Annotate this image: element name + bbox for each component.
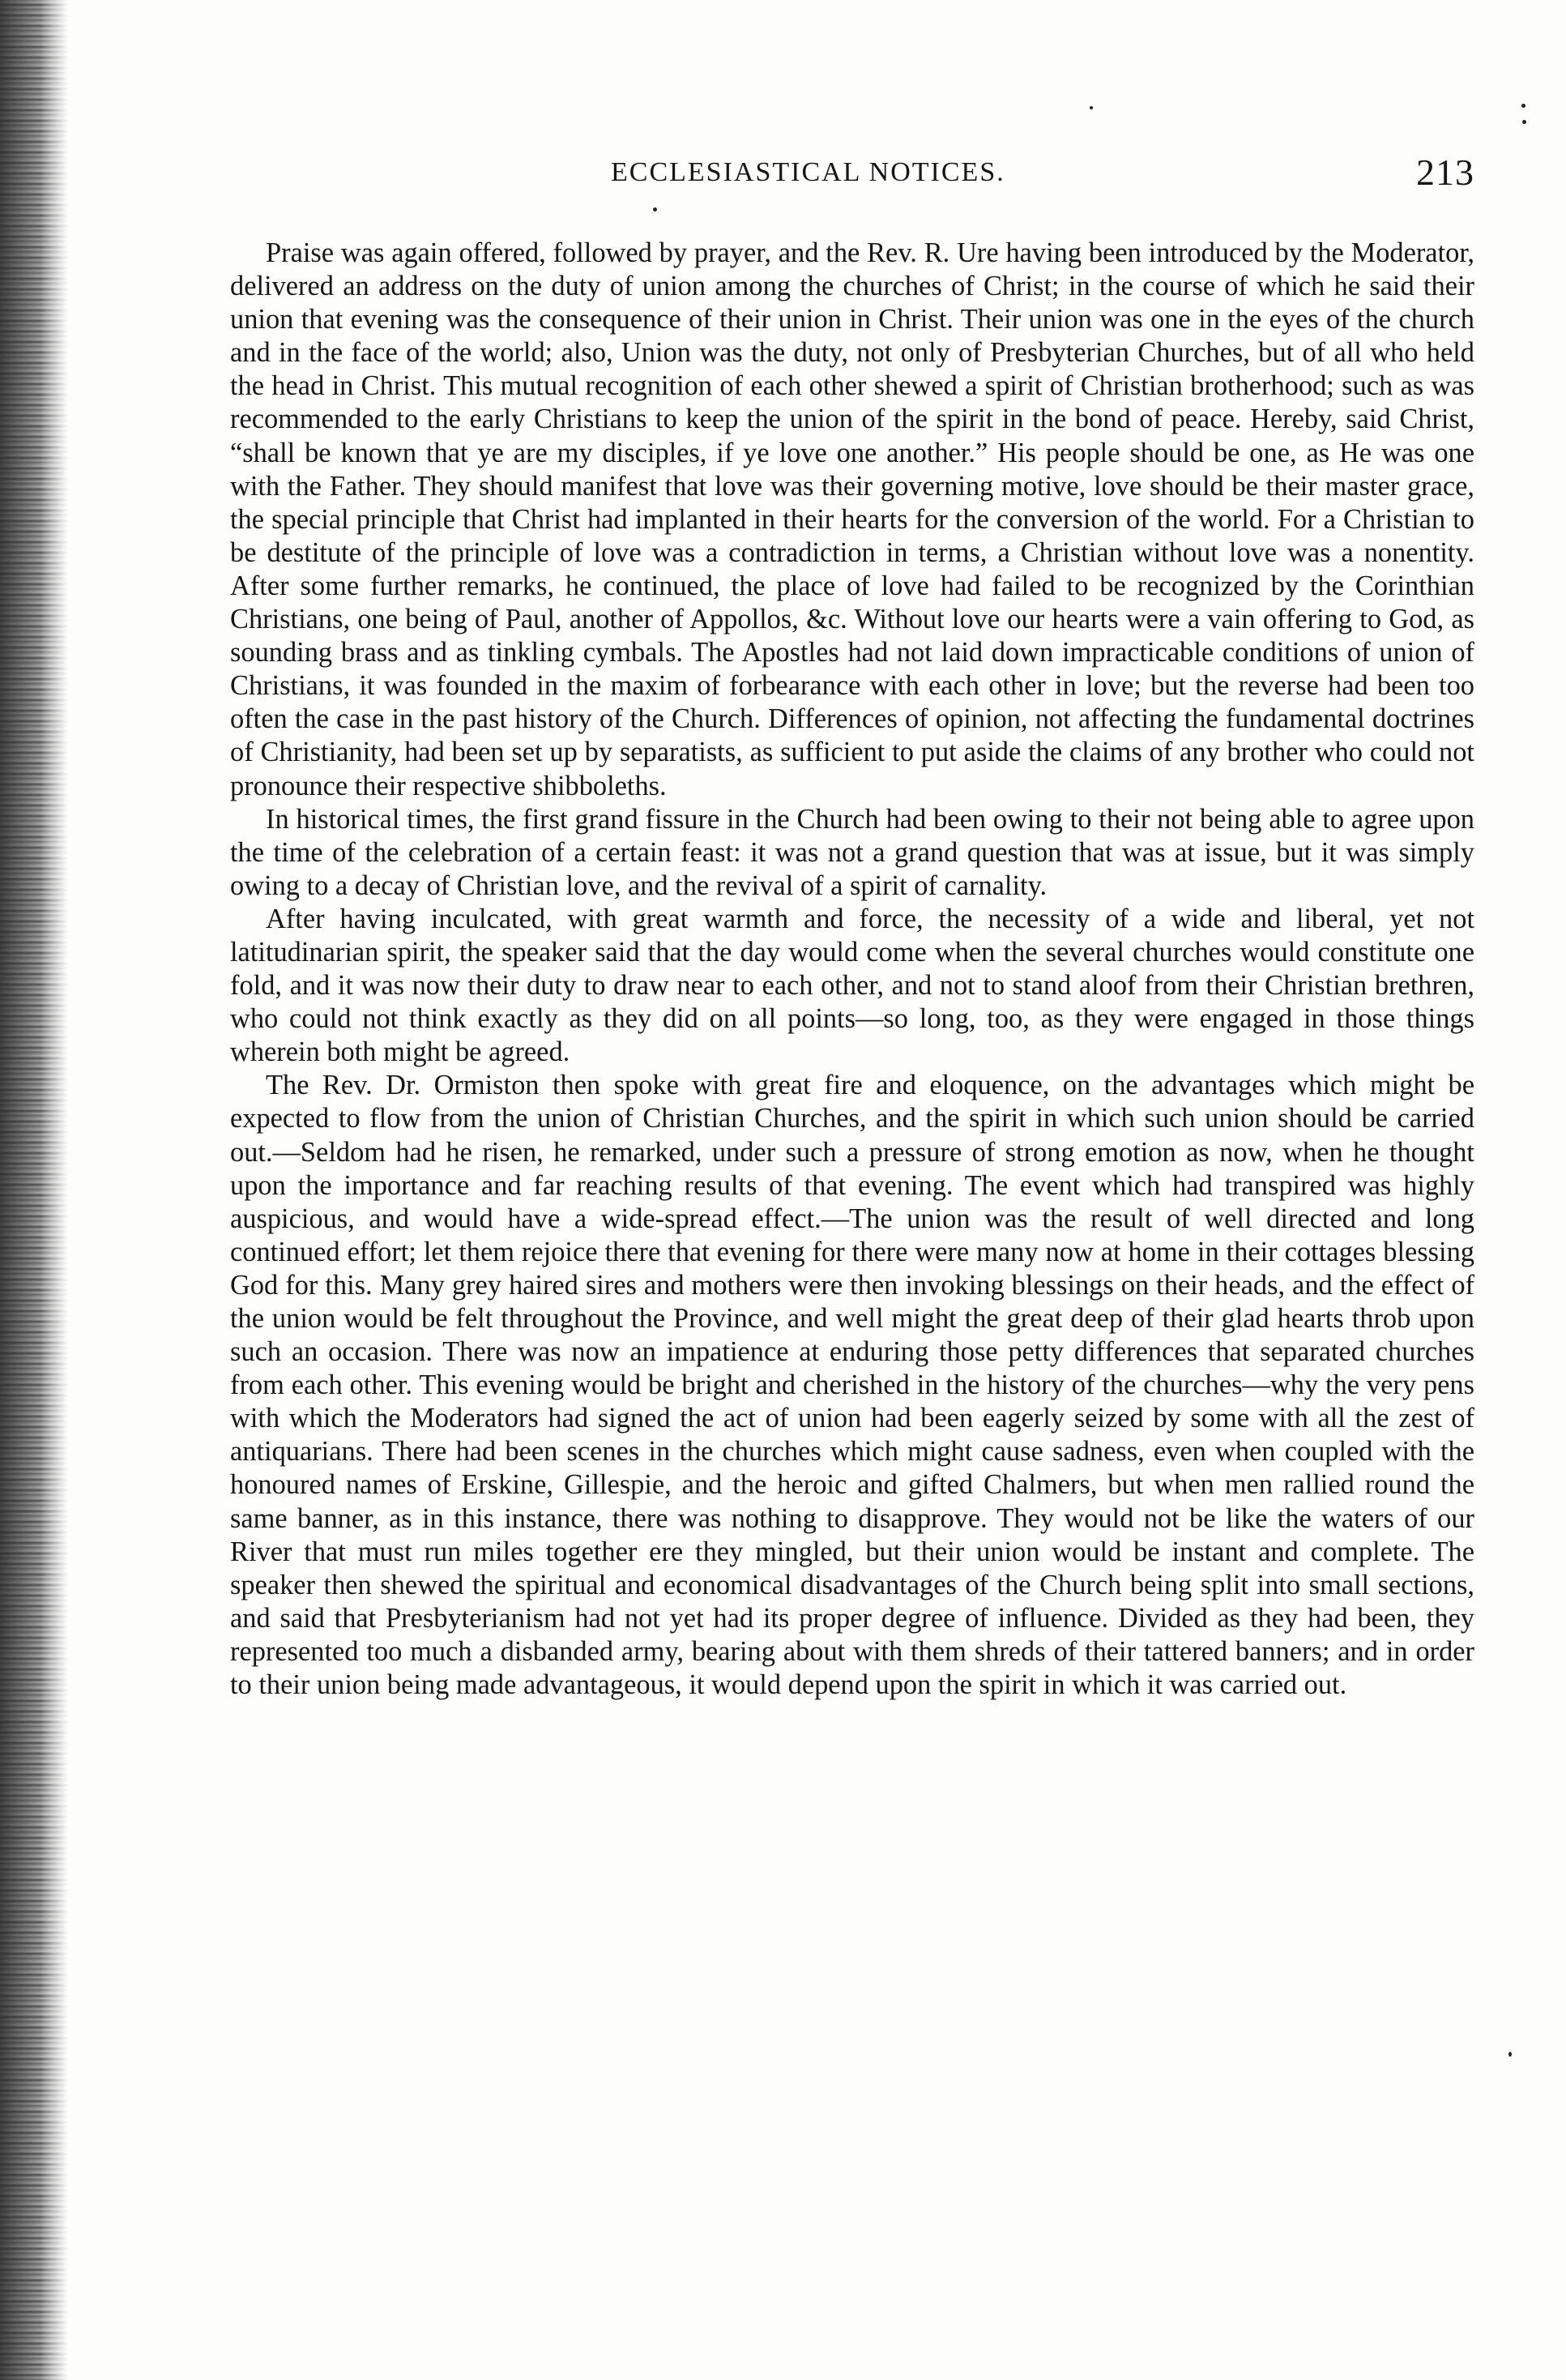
binding-edge bbox=[0, 0, 68, 2380]
paragraph: In historical times, the first grand fissure in the Church had been owing to their not being able to agree upon the time of the celebration of a certain feast: it was not a grand question that was at issue, but it was simply owing to a decay of Christian love, and the revival of a spirit of carnality. bbox=[230, 803, 1474, 901]
paragraph: After having inculcated, with great warmth and force, the necessity of a wide and liberal, yet not latitudinarian spirit, the speaker said that the day would come when the several churches would constitute one fold, and it was now their duty to draw near to each other, and not to stand aloof from their Christian brethren, who could not think exactly as they did on all points—so long, too, as they were engaged in those things wherein both might be agreed. bbox=[230, 903, 1474, 1068]
paragraph: The Rev. Dr. Ormiston then spoke with great fire and eloquence, on the advantages which might be expected to flow from the union of Christian Churches, and the spirit in which such union should be carried out.—Seldom had he risen, he remarked, under such a pressure of strong emotion as now, when he thought upon the importance and far reaching results of that evening. The event which had transpired was highly auspicious, and would have a wide-spread effect.—The union was the result of well directed and long continued effort; let them rejoice there that evening for there were many now at home in their cottages blessing God for this. Many grey haired sires and mothers were then invoking blessings on their heads, and the effect of the union would be felt throughout the Province, and well might the great deep of their glad hearts throb upon such an occasion. There was now an impatience at enduring those petty differences that separated churches from each other. This evening would be bright and cherished in the history of the churches—why the very pens with which the Moderators had signed the act of union had been eagerly seized by some with all the zest of antiquarians. There had been scenes in the churches which might cause sadness, even when coupled with the honoured names of Erskine, Gillespie, and the heroic and gifted Chalmers, but when men rallied round the same banner, as in this instance, there was nothing to disapprove. They would not be like the waters of our River that must run miles together ere they mingled, but their union would be instant and complete. The speaker then shewed the spiritual and economical disadvantages of the Church being split into small sections, and said that Presbyterianism had not yet had its proper degree of influence. Divided as they had been, they represented too much a disbanded army, bearing about with them shreds of their tattered banners; and in order to their union being made advantageous, it would depend upon the spirit in which it was carried out. bbox=[230, 1070, 1474, 1701]
paragraph: Praise was again offered, followed by prayer, and the Rev. R. Ure having been introduced by the Moderator, delivered an address on the duty of union among the churches of Christ; in the course of which he said their union that evening was the consequence of their union in Christ. Their union was one in the eyes of the church and in the face of the world; also, Union was the duty, not only of Presbyterian Churches, but of all who held the head in Christ. This mutual recognition of each other shewed a spirit of Christian brotherhood; such as was recommended to the early Christians to keep the union of the spirit in the bond of peace. Hereby, said Christ, “shall be known that ye are my disciples, if ye love one another.” His people should be one, as He was one with the Father. They should manifest that love was their governing motive, love should be their master grace, the special principle that Christ had implanted in their hearts for the conversion of the world. For a Christian to be destitute of the principle of love was a contradiction in terms, a Christian without love was a nonentity. After some further remarks, he continued, the place of love had failed to be recognized by the Corinthian Christians, one being of Paul, another of Appollos, &c. Without love our hearts were a vain offering to God, as sounding brass and as tinkling cymbals. The Apostles had not laid down impracticable conditions of union of Christians, it was founded in the maxim of forbearance with each other in love; but the reverse had been too often the case in the past history of the Church. Differences of opinion, not affecting the fundamental doctrines of Christianity, had been set up by separatists, as sufficient to put aside the claims of any brother who could not pronounce their respective shibboleths. bbox=[230, 237, 1474, 801]
page-header bbox=[230, 151, 1474, 199]
running-title: ECCLESIASTICAL NOTICES. bbox=[611, 157, 1005, 187]
ink-speck bbox=[1090, 106, 1093, 109]
page-number: 213 bbox=[1416, 152, 1474, 193]
ink-speck bbox=[653, 207, 657, 212]
ink-speck bbox=[1508, 2052, 1512, 2057]
ink-speck bbox=[1521, 104, 1525, 108]
ink-speck bbox=[1522, 120, 1526, 124]
article-body bbox=[230, 237, 1474, 1702]
